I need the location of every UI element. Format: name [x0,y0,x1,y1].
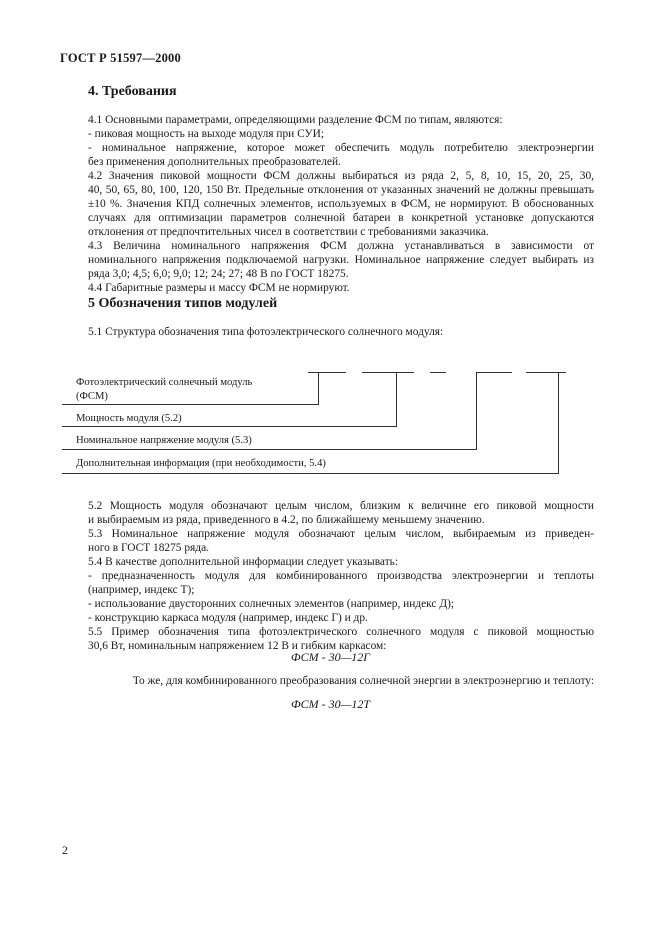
diagram-vertical [318,372,319,405]
example-designation-thermal: ФСМ - 30—12Т [291,697,370,711]
text-line: ±10 %. Значения КПД солнечных элементов, используемых в ФСМ, не нормируют. В обоснованных [88,198,594,210]
text-line: случаях для оптимизации параметров солнечной батареи в конкретной установке допускаются [88,212,594,224]
page-number: 2 [62,843,68,857]
text-line: 5.2 Мощность модуля обозначают целым числом, близким к величине его пиковой мощности [88,500,594,512]
section-4-body [60,113,594,295]
paragraph-4-3 [60,239,594,281]
text-line: номинального напряжения подключаемой нагрузки. Номинальное напряжение следует выбирать из [88,254,594,266]
diagram-vertical [396,372,397,427]
diagram-segment [476,372,512,373]
text-line: (например, индекс Т); [88,584,195,596]
diagram-label-voltage: Номинальное напряжение модуля (5.3) [76,435,252,446]
text-line: 5.4 В качестве дополнительной информации следует указывать: [88,556,399,568]
text-line: отклонения от предпочтительных чисел в соответствии с требованиями заказчика. [88,226,489,238]
paragraph-5-2 [60,499,594,527]
paragraph-4-4 [60,281,594,295]
same-for-combined-text: То же, для комбинированного преобразования солнечной энергии в электроэнергию и теплоту: [132,675,594,687]
text-line: - пиковая мощность на выходе модуля при СУИ; [88,128,325,140]
text-line: и выбираемым из ряда, приведенного в 4.2, по ближайшему меньшему значению. [88,514,485,526]
section-5-title: 5 Обозначения типов модулей [88,296,278,311]
text-line: 30,6 Вт, номинальным напряжением 12 В и гибким каркасом: [88,640,387,652]
paragraph-4-2 [60,169,594,239]
designation-structure-diagram [62,360,602,480]
section-5-body [60,499,594,653]
text-line: - предназначенность модуля для комбинированного производства электроэнергии и теплоты [88,570,594,582]
paragraph-5-3 [60,527,594,555]
diagram-vertical [476,372,477,450]
text-line: - конструкцию каркаса модуля (например, индекс Г) и др. [88,612,368,624]
diagram-segment [308,372,346,373]
paragraph-4-1 [60,113,594,127]
diagram-label-module: Фотоэлектрический солнечный модуль [76,377,253,388]
text-line: 5.5 Пример обозначения типа фотоэлектрического солнечного модуля с пиковой мощностью [88,626,594,638]
diagram-label-additional-info: Дополнительная информация (при необходимости, 5.4) [76,458,326,469]
text-line: 4.3 Величина номинального напряжения ФСМ должна устанавливаться в зависимости от [88,240,594,252]
section-4-title: 4. Требования [88,84,177,99]
list-item-index-d [60,597,594,611]
text-line: без применения дополнительных преобразователей. [88,156,341,168]
list-item-index-t [60,569,594,597]
diagram-segment [362,372,414,373]
paragraph-5-1-text [60,325,594,339]
text-line: ряда 3,0; 4,5; 6,0; 9,0; 12; 24; 27; 48 В по ГОСТ 18275. [88,268,349,280]
text-line: 5.3 Номинальное напряжение модуля обозначают целым числом, выбираемым из приведен- [88,528,594,540]
text-line: 4.1 Основными параметрами, определяющими разделение ФСМ по типам, являются: [88,114,503,126]
paragraph-5-5 [60,625,594,653]
diagram-vertical [558,372,559,474]
text-line: - номинальное напряжение, которое может обеспечить модуль потребителю электроэнергии [88,142,594,154]
diagram-line [62,473,558,474]
diagram-label-power: Мощность модуля (5.2) [76,413,182,424]
text-line: - использование двусторонних солнечных элементов (например, индекс Д); [88,598,455,610]
list-item-nominal-voltage [60,141,594,169]
list-item-peak-power [60,127,594,141]
example-designation-flexible: ФСМ - 30—12Г [290,650,371,664]
diagram-line [62,404,318,405]
text-line: 4.4 Габаритные размеры и массу ФСМ не нормируют. [88,282,350,294]
diagram-line [62,449,476,450]
paragraph-5-1 [60,325,594,339]
text-line: ного в ГОСТ 18275 ряда. [88,542,209,554]
diagram-line [62,426,396,427]
diagram-segment [430,372,446,373]
text-line: 5.1 Структура обозначения типа фотоэлектрического солнечного модуля: [88,326,444,338]
list-item-index-g [60,611,594,625]
diagram-label-module-abbr: (ФСМ) [76,391,108,402]
text-line: 4.2 Значения пиковой мощности ФСМ должны выбираться из ряда 2, 5, 8, 10, 15, 20, 25, 30, [88,170,594,182]
paragraph-5-4 [60,555,594,569]
text-line: 40, 50, 65, 80, 100, 120, 150 Вт. Предельные отклонения от указанных значений не должны превышать [88,184,594,196]
document-header: ГОСТ Р 51597—2000 [60,51,181,65]
diagram-segment [526,372,566,373]
